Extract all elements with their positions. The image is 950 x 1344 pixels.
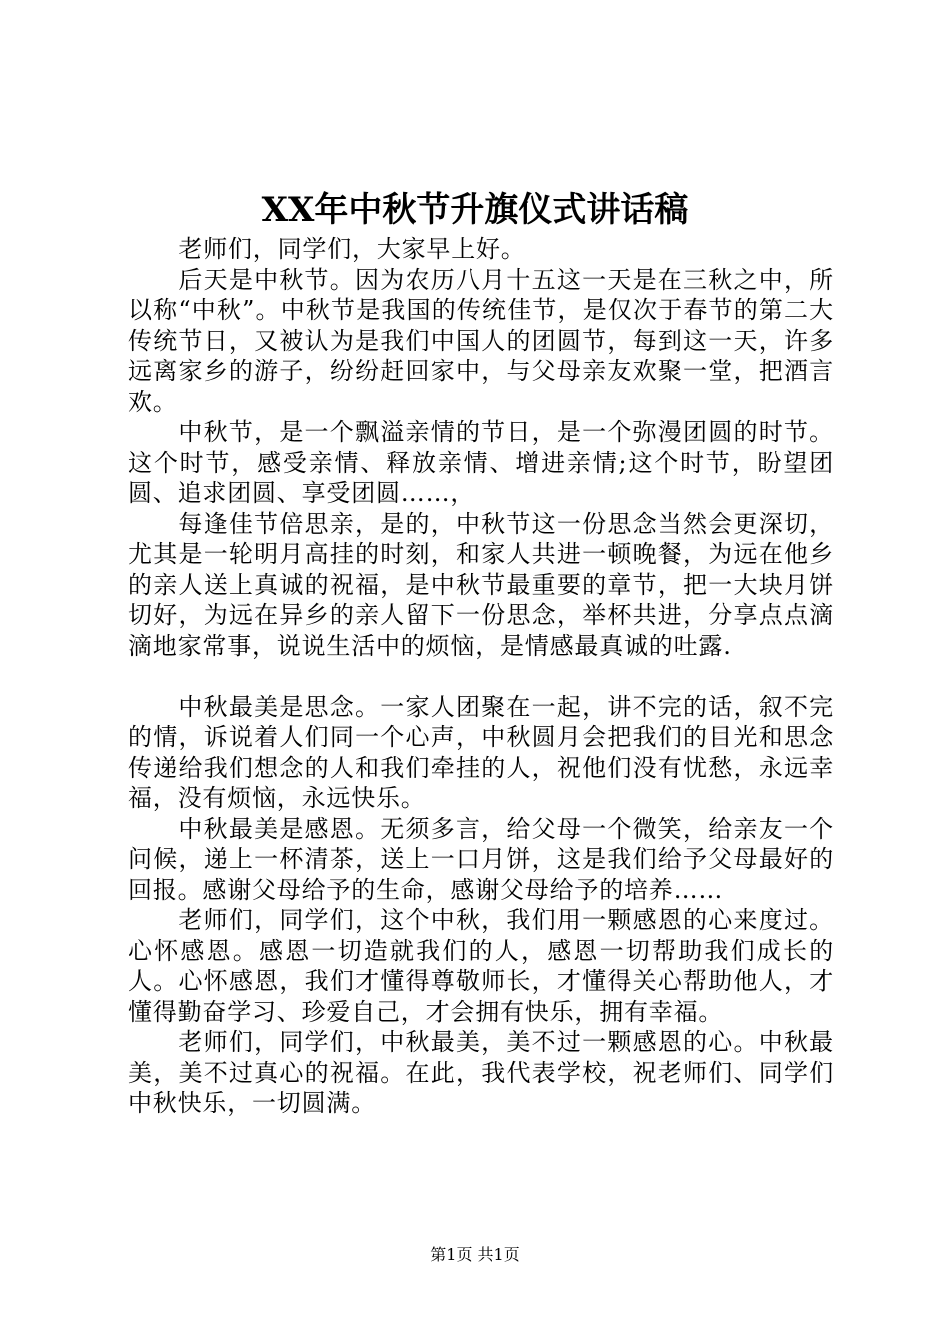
paragraph-thankful-heart: 老师们，同学们，这个中秋，我们用一颗感恩的心来度过。心怀感恩。感恩一切造就我们的人，感恩一切帮助我们成长的人。心怀感恩，我们才懂得尊敬师长，才懂得关心帮助他人，才懂得勤奋学习、珍爱自己，才会拥有快乐，拥有幸福。 <box>128 906 834 1026</box>
document-body <box>128 234 834 1119</box>
page-footer: 第1页 共1页 <box>430 1245 520 1264</box>
paragraph-family-reunion: 中秋节，是一个飘溢亲情的节日，是一个弥漫团圆的时节。这个时节，感受亲情、释放亲情、增进亲情;这个时节，盼望团圆、追求团圆、享受团圆……， <box>128 418 834 507</box>
paragraph-gratitude: 中秋最美是感恩。无须多言，给父母一个微笑，给亲友一个问候，递上一杯清茶，送上一口月饼，这是我们给予父母最好的回报。感谢父母给予的生命，感谢父母给予的培养…… <box>128 814 834 904</box>
paragraph-missing-family: 每逢佳节倍思亲，是的，中秋节这一份思念当然会更深切，尤其是一轮明月高挂的时刻，和家人共进一顿晚餐，为远在他乡的亲人送上真诚的祝福，是中秋节最重要的章节，把一大块月饼切好，为远在异乡的亲人留下一份思念，举杯共进，分享点点滴滴地家常事，说说生活中的烦恼，是情感最真诚的吐露. <box>128 509 834 660</box>
paragraph-festival-intro: 后天是中秋节。因为农历八月十五这一天是在三秋之中，所以称“中秋”。中秋节是我国的传统佳节，是仅次于春节的第二大传统节日，又被认为是我们中国人的团圆节，每到这一天，许多远离家乡的游子，纷纷赶回家中，与父母亲友欢聚一堂，把酒言欢。 <box>128 265 834 416</box>
paragraph-greeting: 老师们，同学们，大家早上好。 <box>178 235 526 263</box>
paragraph-closing-wishes: 老师们，同学们，中秋最美，美不过一颗感恩的心。中秋最美，美不过真心的祝福。在此，我代表学校，祝老师们、同学们中秋快乐，一切圆满。 <box>128 1028 834 1117</box>
paragraph-longing: 中秋最美是思念。一家人团聚在一起，讲不完的话，叙不完的情，诉说着人们同一个心声，中秋圆月会把我们的目光和思念传递给我们想念的人和我们牵挂的人，祝他们没有忧愁，永远幸福，没有烦恼，永远快乐。 <box>128 692 834 812</box>
document-title: XX年中秋节升旗仪式讲话稿 <box>261 190 689 230</box>
